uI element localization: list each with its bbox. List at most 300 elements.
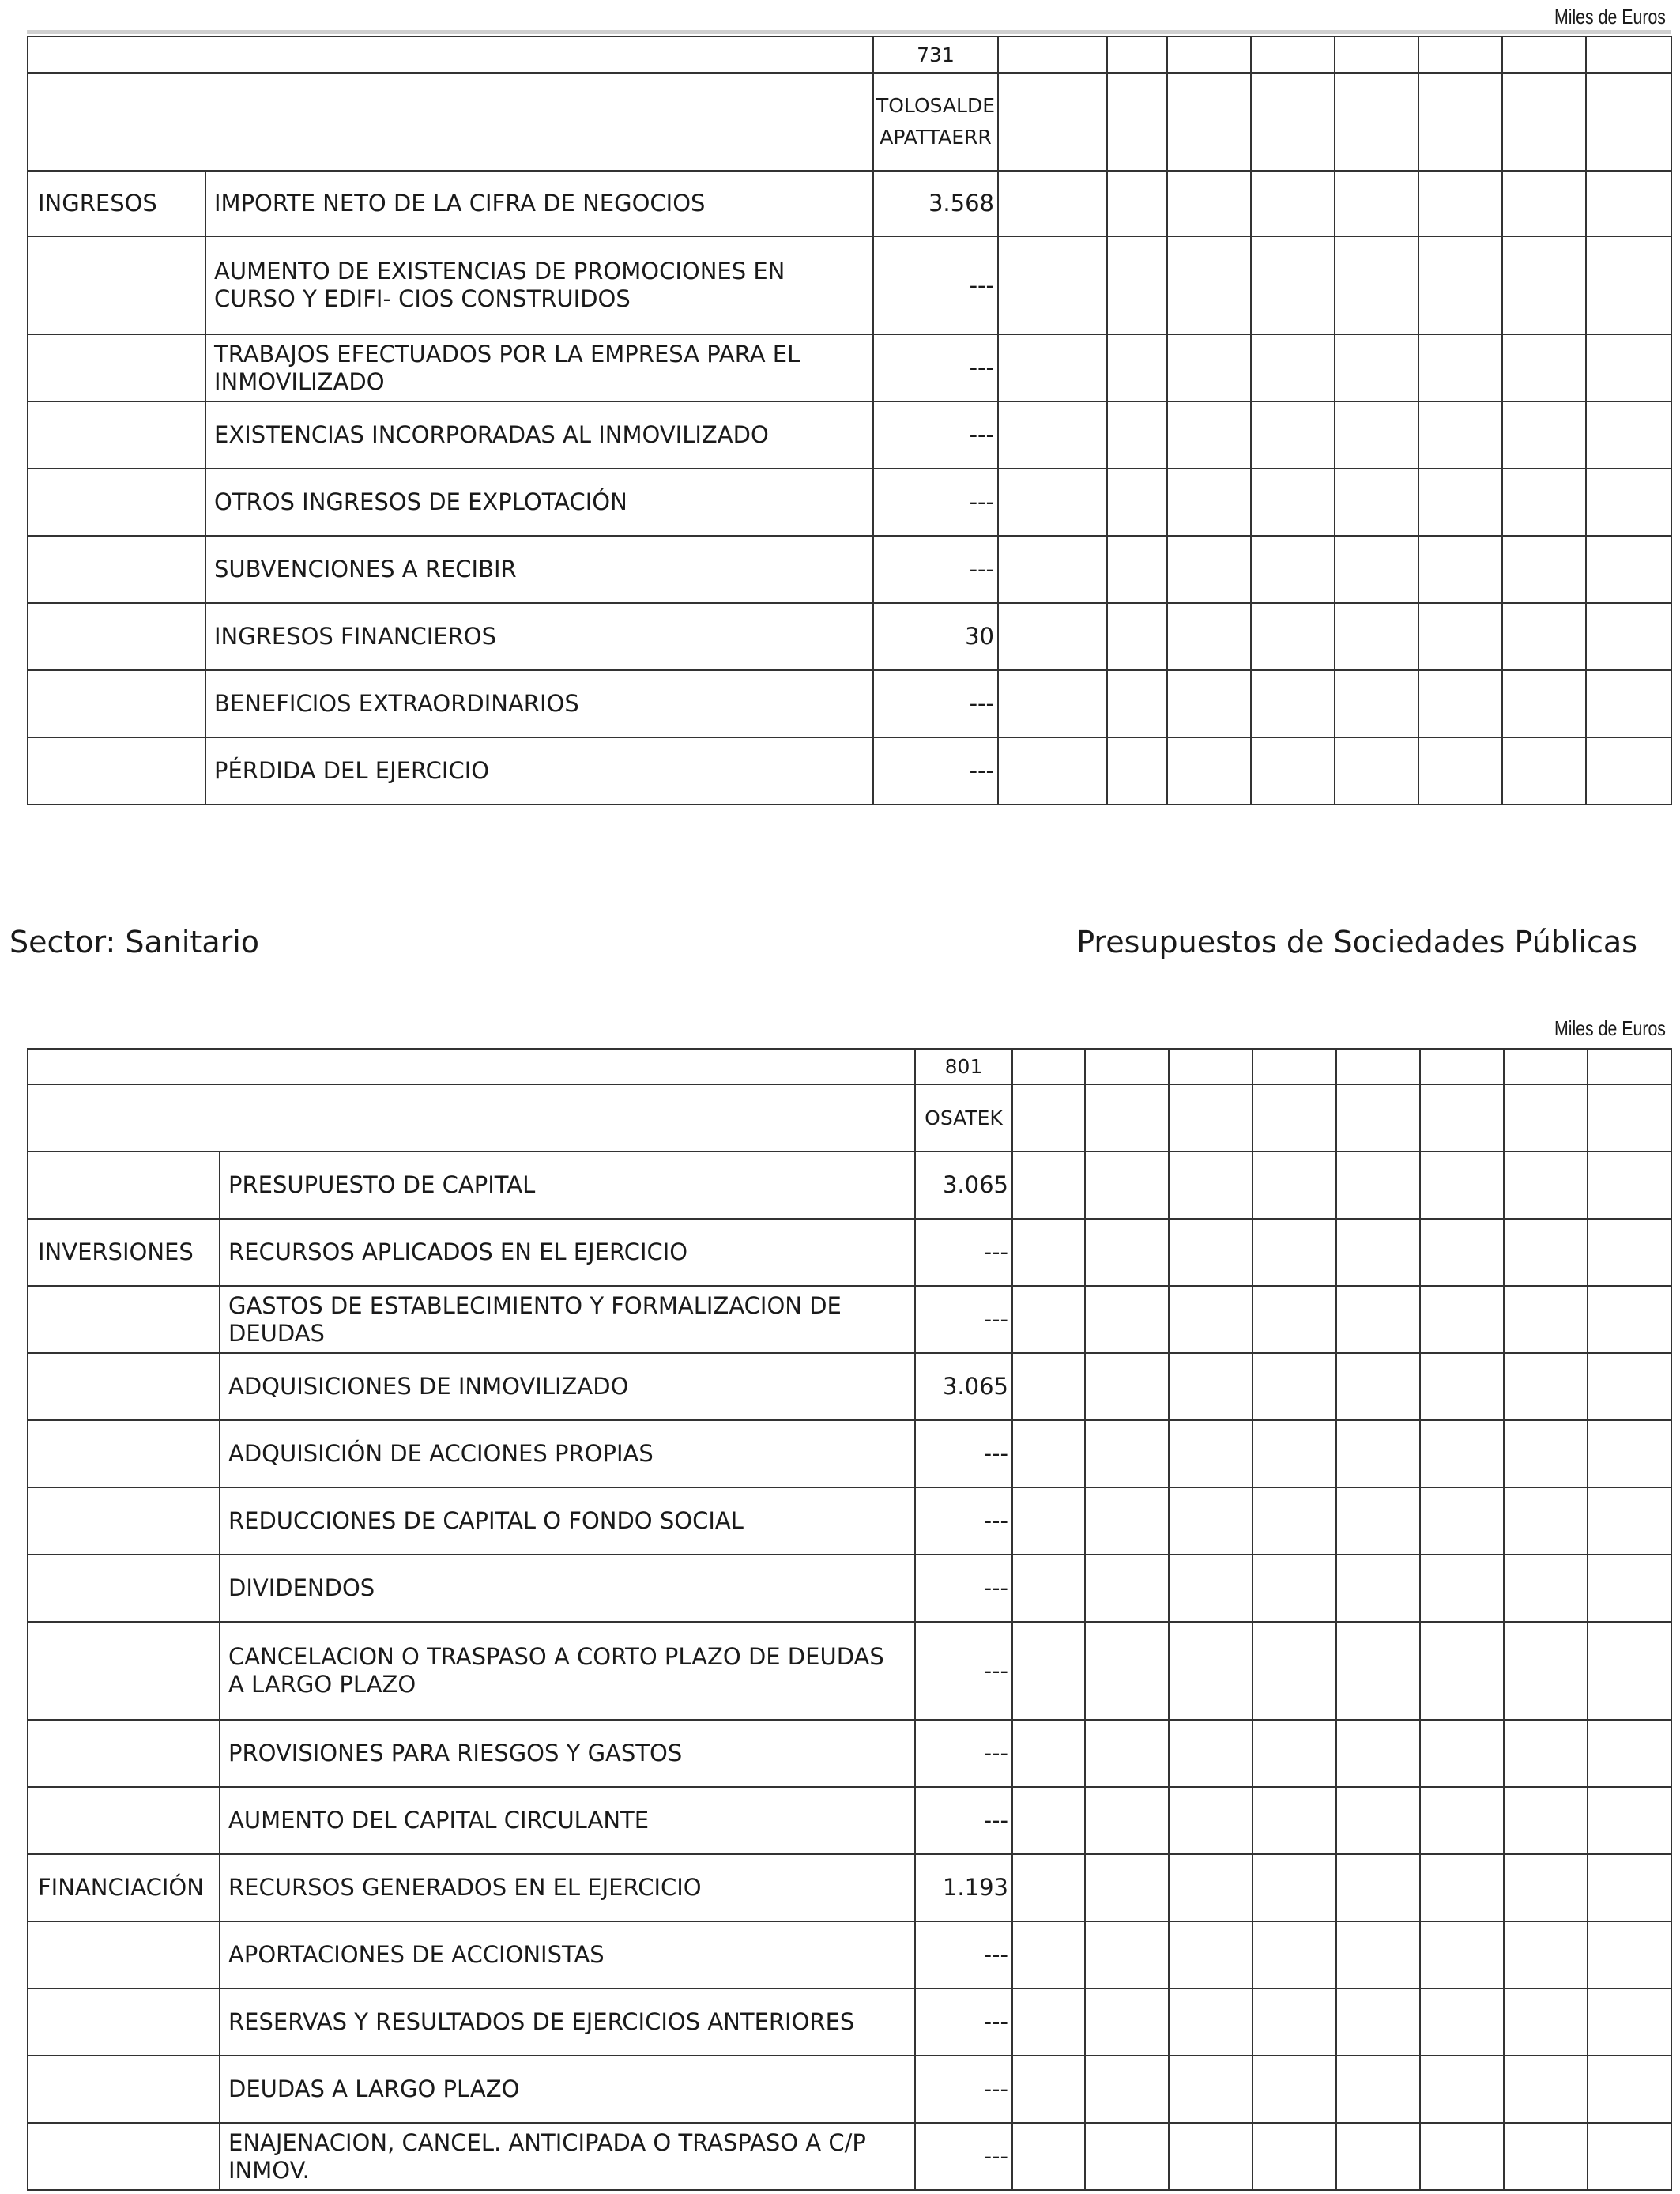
empty-cell [1169, 1787, 1252, 1854]
empty-cell [1504, 1787, 1588, 1854]
empty-cell [1167, 737, 1251, 805]
presupuestos-label: Presupuestos de Sociedades Públicas [1076, 925, 1637, 959]
code-row [28, 36, 1671, 73]
row-category [28, 334, 205, 401]
empty-cell [1335, 401, 1418, 469]
empty-cell [1336, 1787, 1420, 1854]
empty-cell [998, 401, 1107, 469]
empty-cell [1504, 1854, 1588, 1921]
row-category [28, 401, 205, 469]
row-value: 3.065 [915, 1152, 1012, 1219]
empty-cell [1504, 1487, 1588, 1555]
empty-cell [1588, 1921, 1671, 1989]
company-name: OSATEK [915, 1084, 1012, 1152]
row-label: PRESUPUESTO DE CAPITAL [220, 1152, 915, 1219]
empty-cell [998, 737, 1107, 805]
empty-cell [1418, 401, 1502, 469]
empty-cell [1336, 2123, 1420, 2190]
empty-cell [1169, 1152, 1252, 1219]
row-category [28, 1487, 220, 1555]
row-label: AUMENTO DEL CAPITAL CIRCULANTE [220, 1787, 915, 1854]
row-category [28, 2123, 220, 2190]
empty-cell [1085, 1219, 1169, 1286]
empty-cell [1420, 1219, 1504, 1286]
empty-cell [1085, 1353, 1169, 1420]
empty-cell [1502, 469, 1586, 536]
empty-cell [1588, 1487, 1671, 1555]
table-row [28, 536, 1671, 603]
row-label: TRABAJOS EFECTUADOS POR LA EMPRESA PARA EL INMOVILIZADO [205, 334, 873, 401]
row-value: --- [873, 536, 998, 603]
empty-cell [1336, 1286, 1420, 1353]
empty-cell [998, 670, 1107, 737]
top-divider [27, 30, 1671, 34]
empty-cell [1252, 1420, 1336, 1487]
empty-cell [1252, 1353, 1336, 1420]
empty-cell [1336, 1555, 1420, 1622]
empty-cell [1502, 603, 1586, 670]
row-value: --- [915, 1787, 1012, 1854]
empty-cell [1107, 469, 1167, 536]
empty-cell [1418, 236, 1502, 334]
empty-cell [1336, 1152, 1420, 1219]
empty-cell [1252, 2123, 1336, 2190]
row-value: --- [915, 1921, 1012, 1989]
empty-cell [1251, 536, 1335, 603]
capital-budget-table [27, 1048, 1672, 2191]
row-value: --- [915, 1720, 1012, 1787]
empty-cell [1251, 334, 1335, 401]
empty-cell [1418, 171, 1502, 236]
empty-cell [1336, 1854, 1420, 1921]
row-category [28, 1555, 220, 1622]
empty-cell [1085, 1286, 1169, 1353]
empty-cell [1335, 670, 1418, 737]
empty-cell [1504, 2123, 1588, 2190]
ingresos-table [27, 36, 1672, 805]
empty-cell [1335, 603, 1418, 670]
empty-cell [1336, 1921, 1420, 1989]
empty-cell [1504, 1353, 1588, 1420]
row-value: 3.568 [873, 171, 998, 236]
empty-cell [1420, 1989, 1504, 2056]
empty-cell [1588, 1787, 1671, 1854]
empty-cell [1012, 1854, 1085, 1921]
empty-cell [1252, 2056, 1336, 2123]
empty-cell [1504, 1152, 1588, 1219]
empty-cell [1586, 670, 1671, 737]
table-row [28, 670, 1671, 737]
row-label: EXISTENCIAS INCORPORADAS AL INMOVILIZADO [205, 401, 873, 469]
empty-cell [1504, 1219, 1588, 1286]
empty-cell [1504, 1720, 1588, 1787]
empty-cell [1107, 334, 1167, 401]
empty-cell [1586, 603, 1671, 670]
empty-cell [1335, 236, 1418, 334]
table-row [28, 1555, 1671, 1622]
row-label: SUBVENCIONES A RECIBIR [205, 536, 873, 603]
row-label: ADQUISICIÓN DE ACCIONES PROPIAS [220, 1420, 915, 1487]
table-row [28, 1622, 1671, 1720]
row-label: APORTACIONES DE ACCIONISTAS [220, 1921, 915, 1989]
empty-cell [1167, 603, 1251, 670]
row-label: GASTOS DE ESTABLECIMIENTO Y FORMALIZACION DE DEUDAS [220, 1286, 915, 1353]
empty-cell [1504, 1555, 1588, 1622]
row-value: --- [873, 737, 998, 805]
empty-cell [1085, 1720, 1169, 1787]
table-row [28, 1152, 1671, 1219]
row-label: CANCELACION O TRASPASO A CORTO PLAZO DE DEUDAS A LARGO PLAZO [220, 1622, 915, 1720]
empty-cell [998, 536, 1107, 603]
empty-cell [1335, 469, 1418, 536]
empty-cell [1420, 2123, 1504, 2190]
empty-cell [1252, 1286, 1336, 1353]
empty-cell [1420, 1854, 1504, 1921]
empty-cell [1586, 536, 1671, 603]
empty-cell [1588, 1152, 1671, 1219]
empty-cell [1012, 2056, 1085, 2123]
empty-cell [1588, 2123, 1671, 2190]
row-category [28, 1420, 220, 1487]
table-row [28, 2123, 1671, 2190]
row-value: --- [873, 670, 998, 737]
empty-cell [1012, 1720, 1085, 1787]
empty-cell [1251, 469, 1335, 536]
empty-cell [1085, 2123, 1169, 2190]
empty-cell [1420, 2056, 1504, 2123]
row-value: --- [915, 2123, 1012, 2190]
empty-cell [1169, 1420, 1252, 1487]
table-row [28, 603, 1671, 670]
empty-cell [1012, 1487, 1085, 1555]
row-value: --- [873, 334, 998, 401]
row-category [28, 1622, 220, 1720]
empty-cell [1012, 1219, 1085, 1286]
empty-cell [1588, 2056, 1671, 2123]
row-value: --- [915, 1989, 1012, 2056]
empty-cell [1012, 1787, 1085, 1854]
row-category: INGRESOS [28, 171, 205, 236]
empty-cell [1420, 1622, 1504, 1720]
empty-cell [1588, 1720, 1671, 1787]
empty-cell [1588, 1555, 1671, 1622]
empty-cell [1418, 536, 1502, 603]
row-value: --- [915, 2056, 1012, 2123]
row-value: --- [915, 1286, 1012, 1353]
empty-cell [1169, 1622, 1252, 1720]
empty-cell [1251, 737, 1335, 805]
empty-cell [1336, 1989, 1420, 2056]
row-label: RECURSOS GENERADOS EN EL EJERCICIO [220, 1854, 915, 1921]
empty-cell [1167, 670, 1251, 737]
company-name-row [28, 1084, 1671, 1152]
empty-cell [1252, 1787, 1336, 1854]
empty-cell [1169, 1854, 1252, 1921]
empty-cell [1251, 670, 1335, 737]
row-label: INGRESOS FINANCIEROS [205, 603, 873, 670]
row-label: IMPORTE NETO DE LA CIFRA DE NEGOCIOS [205, 171, 873, 236]
table-row [28, 1720, 1671, 1787]
empty-cell [1336, 1487, 1420, 1555]
empty-cell [1420, 1420, 1504, 1487]
row-value: --- [873, 236, 998, 334]
row-value: --- [915, 1555, 1012, 1622]
row-category [28, 670, 205, 737]
empty-cell [1107, 401, 1167, 469]
empty-cell [1504, 1420, 1588, 1487]
empty-cell [1502, 737, 1586, 805]
empty-cell [1336, 1353, 1420, 1420]
empty-cell [1502, 401, 1586, 469]
units-label-2: Miles de Euros [1554, 1016, 1666, 1040]
empty-cell [1169, 1353, 1252, 1420]
row-label: ADQUISICIONES DE INMOVILIZADO [220, 1353, 915, 1420]
row-label: AUMENTO DE EXISTENCIAS DE PROMOCIONES EN CURSO Y EDIFI- CIOS CONSTRUIDOS [205, 236, 873, 334]
row-label: RECURSOS APLICADOS EN EL EJERCICIO [220, 1219, 915, 1286]
empty-cell [1502, 334, 1586, 401]
empty-cell [1012, 1353, 1085, 1420]
table-row [28, 469, 1671, 536]
empty-cell [998, 334, 1107, 401]
empty-cell [998, 236, 1107, 334]
empty-cell [1586, 737, 1671, 805]
empty-cell [1336, 1720, 1420, 1787]
empty-cell [1502, 236, 1586, 334]
row-category [28, 1921, 220, 1989]
table-row [28, 1286, 1671, 1353]
empty-cell [1420, 1152, 1504, 1219]
company-name: TOLOSALDE APATTAERR [873, 73, 998, 171]
row-category: FINANCIACIÓN [28, 1854, 220, 1921]
row-category [28, 236, 205, 334]
row-label: PÉRDIDA DEL EJERCICIO [205, 737, 873, 805]
empty-cell [1012, 1286, 1085, 1353]
table-row [28, 1787, 1671, 1854]
empty-cell [1085, 1622, 1169, 1720]
row-category [28, 1286, 220, 1353]
empty-cell [1504, 1286, 1588, 1353]
empty-cell [1335, 737, 1418, 805]
row-label: REDUCCIONES DE CAPITAL O FONDO SOCIAL [220, 1487, 915, 1555]
empty-cell [1586, 401, 1671, 469]
empty-cell [1418, 334, 1502, 401]
row-label: DEUDAS A LARGO PLAZO [220, 2056, 915, 2123]
row-category [28, 469, 205, 536]
empty-cell [1418, 469, 1502, 536]
empty-cell [1420, 1353, 1504, 1420]
empty-cell [1335, 334, 1418, 401]
table-row [28, 401, 1671, 469]
empty-cell [1418, 737, 1502, 805]
table-row [28, 334, 1671, 401]
company-code: 801 [915, 1049, 1012, 1084]
company-code: 731 [873, 36, 998, 73]
empty-cell [1167, 334, 1251, 401]
row-value: --- [915, 1219, 1012, 1286]
empty-cell [1085, 1921, 1169, 1989]
row-category [28, 536, 205, 603]
empty-cell [1167, 171, 1251, 236]
empty-cell [1169, 1921, 1252, 1989]
empty-cell [1504, 1989, 1588, 2056]
empty-cell [1169, 1720, 1252, 1787]
sector-label: Sector: Sanitario [9, 925, 260, 959]
row-value: --- [873, 401, 998, 469]
empty-cell [1085, 1787, 1169, 1854]
empty-cell [1502, 171, 1586, 236]
table-row [28, 1487, 1671, 1555]
empty-cell [1420, 1286, 1504, 1353]
row-value: 3.065 [915, 1353, 1012, 1420]
row-category: INVERSIONES [28, 1219, 220, 1286]
empty-cell [1420, 1921, 1504, 1989]
empty-cell [1085, 1989, 1169, 2056]
table-row [28, 236, 1671, 334]
table-row [28, 737, 1671, 805]
row-value: --- [915, 1420, 1012, 1487]
empty-cell [1335, 171, 1418, 236]
empty-cell [1169, 1286, 1252, 1353]
row-category [28, 1787, 220, 1854]
empty-cell [1420, 1787, 1504, 1854]
empty-cell [1335, 536, 1418, 603]
row-label: OTROS INGRESOS DE EXPLOTACIÓN [205, 469, 873, 536]
row-label: DIVIDENDOS [220, 1555, 915, 1622]
empty-cell [1420, 1487, 1504, 1555]
empty-cell [1012, 1152, 1085, 1219]
empty-cell [1588, 1286, 1671, 1353]
empty-cell [1169, 2123, 1252, 2190]
table-row [28, 1219, 1671, 1286]
empty-cell [1252, 1152, 1336, 1219]
code-row [28, 1049, 1671, 1084]
row-value: --- [915, 1622, 1012, 1720]
company-name-row [28, 73, 1671, 171]
empty-cell [1418, 603, 1502, 670]
empty-cell [1504, 1622, 1588, 1720]
empty-cell [1085, 1854, 1169, 1921]
empty-cell [1169, 1555, 1252, 1622]
empty-cell [1252, 1219, 1336, 1286]
empty-cell [1420, 1555, 1504, 1622]
empty-cell [1251, 401, 1335, 469]
empty-cell [1085, 1487, 1169, 1555]
empty-cell [1012, 2123, 1085, 2190]
empty-cell [1085, 1555, 1169, 1622]
empty-cell [1107, 603, 1167, 670]
empty-cell [1012, 1622, 1085, 1720]
empty-cell [998, 171, 1107, 236]
empty-cell [1586, 469, 1671, 536]
empty-cell [1588, 1353, 1671, 1420]
empty-cell [1336, 2056, 1420, 2123]
empty-cell [1251, 171, 1335, 236]
empty-cell [1336, 1219, 1420, 1286]
empty-cell [1012, 1921, 1085, 1989]
empty-cell [1252, 1921, 1336, 1989]
empty-cell [1420, 1720, 1504, 1787]
empty-cell [1588, 1989, 1671, 2056]
row-value: --- [873, 469, 998, 536]
empty-cell [1012, 1420, 1085, 1487]
empty-cell [1252, 1555, 1336, 1622]
empty-cell [1586, 236, 1671, 334]
row-label: RESERVAS Y RESULTADOS DE EJERCICIOS ANTERIORES [220, 1989, 915, 2056]
empty-cell [1502, 670, 1586, 737]
empty-cell [1588, 1420, 1671, 1487]
empty-cell [1588, 1219, 1671, 1286]
row-label: ENAJENACION, CANCEL. ANTICIPADA O TRASPASO A C/P INMOV. [220, 2123, 915, 2190]
empty-cell [1107, 171, 1167, 236]
row-category [28, 603, 205, 670]
empty-cell [1502, 536, 1586, 603]
empty-cell [1107, 236, 1167, 334]
empty-cell [1167, 536, 1251, 603]
empty-cell [1012, 1989, 1085, 2056]
empty-cell [998, 469, 1107, 536]
row-category [28, 1720, 220, 1787]
empty-cell [998, 603, 1107, 670]
empty-cell [1588, 1622, 1671, 1720]
empty-cell [1085, 1420, 1169, 1487]
row-category [28, 737, 205, 805]
row-category [28, 1353, 220, 1420]
table-row [28, 1420, 1671, 1487]
row-value: 1.193 [915, 1854, 1012, 1921]
empty-cell [1252, 1622, 1336, 1720]
empty-cell [1167, 236, 1251, 334]
row-label: BENEFICIOS EXTRAORDINARIOS [205, 670, 873, 737]
empty-cell [1107, 536, 1167, 603]
empty-cell [1336, 1420, 1420, 1487]
table-row [28, 1854, 1671, 1921]
empty-cell [1418, 670, 1502, 737]
row-category [28, 1989, 220, 2056]
empty-cell [1586, 334, 1671, 401]
empty-cell [1169, 1487, 1252, 1555]
table-row [28, 171, 1671, 236]
empty-cell [1252, 1720, 1336, 1787]
table-row [28, 2056, 1671, 2123]
empty-cell [1012, 1555, 1085, 1622]
empty-cell [1251, 236, 1335, 334]
empty-cell [1167, 401, 1251, 469]
empty-cell [1085, 2056, 1169, 2123]
empty-cell [1085, 1152, 1169, 1219]
empty-cell [1252, 1854, 1336, 1921]
empty-cell [1169, 1219, 1252, 1286]
empty-cell [1169, 2056, 1252, 2123]
row-value: 30 [873, 603, 998, 670]
empty-cell [1252, 1487, 1336, 1555]
empty-cell [1107, 670, 1167, 737]
empty-cell [1586, 171, 1671, 236]
row-category [28, 2056, 220, 2123]
empty-cell [1169, 1989, 1252, 2056]
empty-cell [1252, 1989, 1336, 2056]
table-row [28, 1353, 1671, 1420]
row-category [28, 1152, 220, 1219]
row-value: --- [915, 1487, 1012, 1555]
empty-cell [1336, 1622, 1420, 1720]
empty-cell [1504, 2056, 1588, 2123]
table-row [28, 1921, 1671, 1989]
empty-cell [1251, 603, 1335, 670]
units-label-1: Miles de Euros [1554, 5, 1666, 28]
empty-cell [1107, 737, 1167, 805]
empty-cell [1588, 1854, 1671, 1921]
table-row [28, 1989, 1671, 2056]
